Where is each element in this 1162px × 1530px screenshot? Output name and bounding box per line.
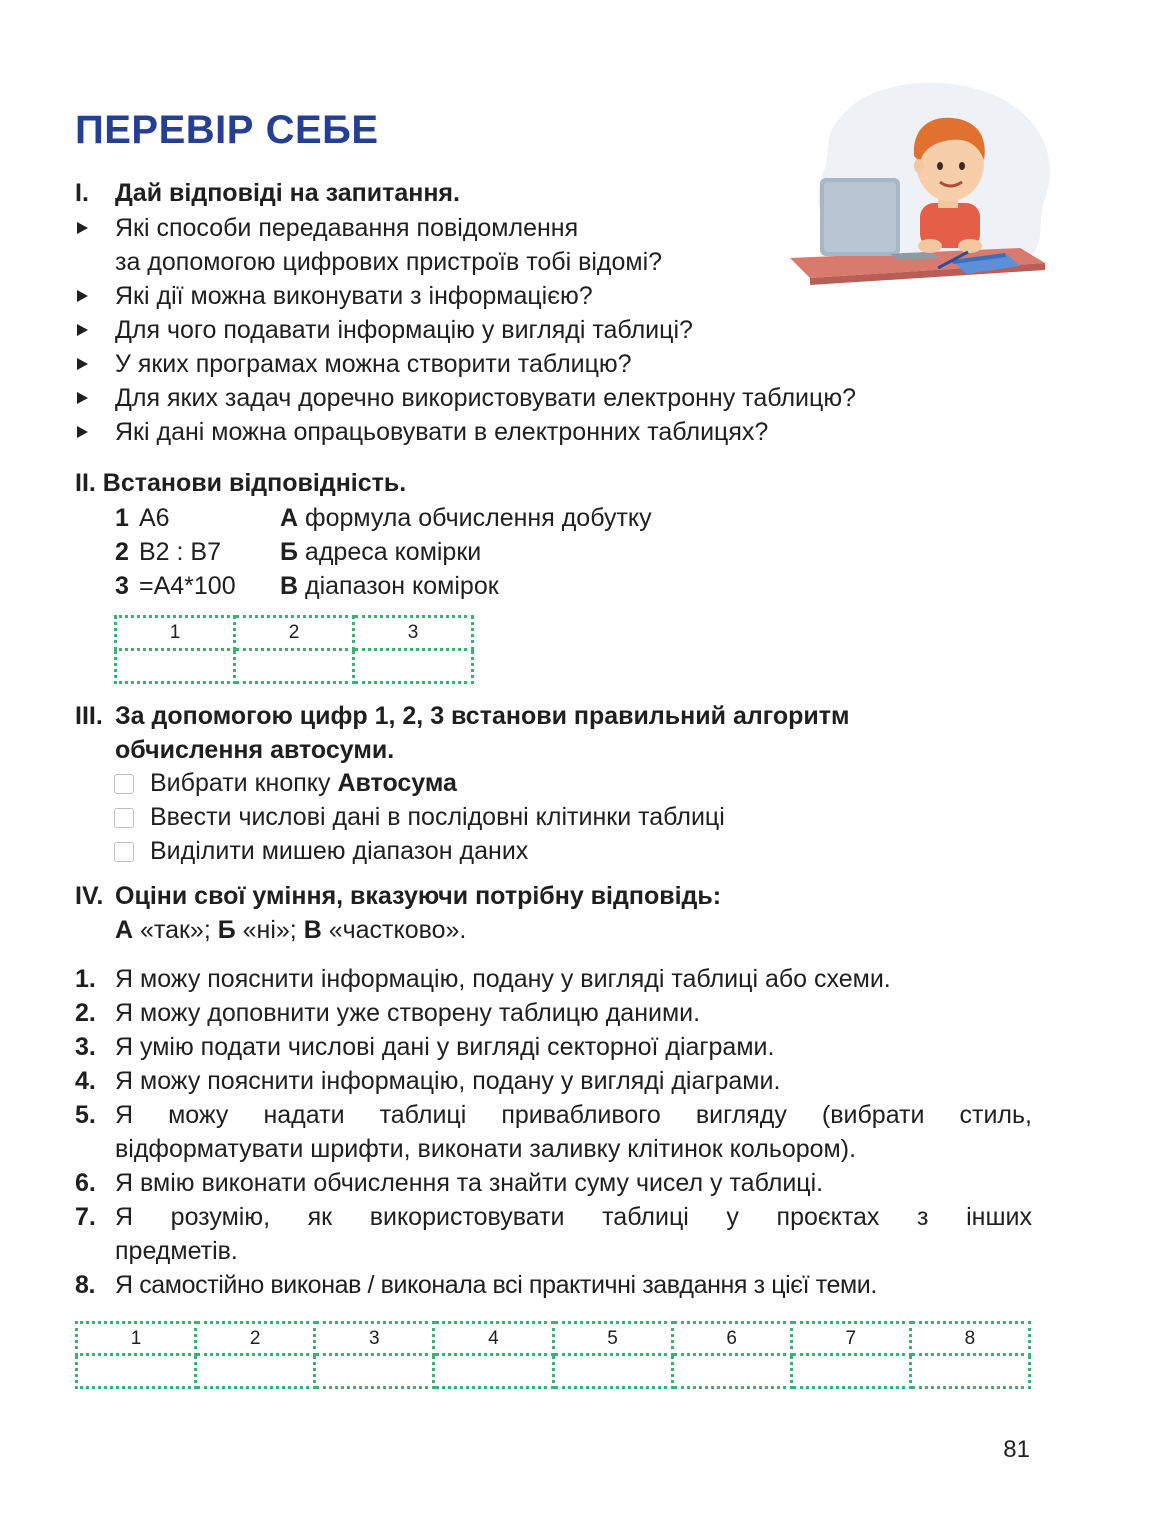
option-a-text: «так»; xyxy=(133,916,218,944)
triangle-bullet-icon xyxy=(77,324,88,336)
option-b-letter: Б xyxy=(217,916,236,944)
skill-item-4-num: 4. xyxy=(75,1067,96,1095)
skill-item-1-text: Я можу пояснити інформацію, подану у вигляді таблиці або схеми. xyxy=(115,965,891,993)
match-left-3 xyxy=(115,569,236,603)
skill-item-6-num: 6. xyxy=(75,1169,96,1197)
section-3-title-line1: За допомогою цифр 1, 2, 3 встанови правильний алгоритм xyxy=(115,702,850,730)
skill-item-8 xyxy=(75,1268,877,1302)
algorithm-step-3 xyxy=(114,834,528,868)
section-4-heading xyxy=(75,879,721,913)
question-1 xyxy=(75,211,578,245)
skill-item-3-text: Я умію подати числові дані у вигляді секторної діаграми. xyxy=(115,1033,775,1061)
step-1-checkbox[interactable] xyxy=(114,774,134,794)
skill-item-7-num: 7. xyxy=(75,1203,96,1231)
answer-header-3: 3 xyxy=(354,617,473,650)
boy-with-laptop-illustration xyxy=(780,78,1060,308)
option-c-letter: В xyxy=(303,916,322,944)
assessment-cell-5[interactable] xyxy=(553,1355,672,1388)
section-1-roman: I. xyxy=(75,179,89,207)
assessment-header-6: 6 xyxy=(672,1323,791,1355)
question-3 xyxy=(75,313,693,347)
match-left-2-text: В2 : В7 xyxy=(139,538,221,566)
section-3-roman: III. xyxy=(75,702,103,730)
skill-item-4 xyxy=(75,1064,780,1098)
match-right-c-letter: В xyxy=(280,572,299,600)
match-right-b xyxy=(280,535,481,569)
match-right-b-letter: Б xyxy=(280,538,298,566)
assessment-header-3: 3 xyxy=(315,1323,434,1355)
assessment-header-5: 5 xyxy=(553,1323,672,1355)
question-2-text: Які дії можна виконувати з інформацією? xyxy=(115,282,593,310)
match-right-a xyxy=(280,501,652,535)
algorithm-step-2 xyxy=(114,800,725,834)
section-4-title: Оціни свої уміння, вказуючи потрібну відповідь: xyxy=(115,882,722,910)
answer-header-1: 1 xyxy=(116,617,235,650)
triangle-bullet-icon xyxy=(77,358,88,370)
step-1-text: Вибрати кнопку xyxy=(150,769,338,797)
step-3-checkbox[interactable] xyxy=(114,842,134,862)
answer-cell-3[interactable] xyxy=(354,650,473,683)
step-2-text: Ввести числові дані в послідовні клітинки таблиці xyxy=(150,803,725,831)
match-left-3-num: 3 xyxy=(115,572,129,600)
option-c-text: «частково». xyxy=(321,916,467,944)
section-2-heading xyxy=(75,466,406,500)
match-right-b-text: адреса комірки xyxy=(304,538,482,566)
option-a-letter: А xyxy=(115,916,134,944)
question-1-line2: за допомогою цифрових пристроїв тобі відомі? xyxy=(115,248,663,276)
option-b-text: «ні»; xyxy=(235,916,304,944)
assessment-cell-8[interactable] xyxy=(910,1355,1029,1388)
match-left-2 xyxy=(115,535,221,569)
assessment-cell-2[interactable] xyxy=(196,1355,315,1388)
question-6 xyxy=(75,415,768,449)
answer-cell-1[interactable] xyxy=(116,650,235,683)
section-1-heading xyxy=(75,176,460,210)
section-2-roman: II. xyxy=(75,469,96,497)
skill-item-7 xyxy=(75,1200,1032,1234)
match-left-1 xyxy=(115,501,170,535)
triangle-bullet-icon xyxy=(77,426,88,438)
section-3-heading xyxy=(75,699,849,733)
skill-item-6-text: Я вмію виконати обчислення та знайти суму чисел у таблиці. xyxy=(115,1169,824,1197)
skill-item-3 xyxy=(75,1030,774,1064)
assessment-cell-7[interactable] xyxy=(791,1355,910,1388)
match-left-1-num: 1 xyxy=(115,504,129,532)
answer-cell-2[interactable] xyxy=(235,650,354,683)
assessment-cell-3[interactable] xyxy=(315,1355,434,1388)
section-4-roman: IV. xyxy=(75,882,104,910)
question-1-line1: Які способи передавання повідомлення xyxy=(115,214,579,242)
triangle-bullet-icon xyxy=(77,392,88,404)
question-4 xyxy=(75,347,632,381)
match-left-2-num: 2 xyxy=(115,538,129,566)
matching-answer-table xyxy=(114,615,474,684)
step-3-text: Виділити мишею діапазон даних xyxy=(150,837,529,865)
section-2-title: Встанови відповідність. xyxy=(102,469,407,497)
triangle-bullet-icon xyxy=(77,290,88,302)
match-left-1-text: А6 xyxy=(139,504,170,532)
skill-item-8-text: Я самостійно виконав / виконала всі практичні завдання з цієї теми. xyxy=(115,1271,877,1299)
assessment-header-7: 7 xyxy=(791,1323,910,1355)
skill-item-1-num: 1. xyxy=(75,965,96,993)
skill-item-4-text: Я можу пояснити інформацію, подану у вигляді діаграми. xyxy=(115,1067,781,1095)
skill-item-5-num: 5. xyxy=(75,1101,96,1129)
assessment-header-4: 4 xyxy=(434,1323,553,1355)
skill-item-5-text: Я можу надати таблиці привабливого вигляду (вибрати стиль, xyxy=(115,1101,1032,1129)
skill-item-2-num: 2. xyxy=(75,999,96,1027)
question-5-text: Для яких задач доречно використовувати електронну таблицю? xyxy=(115,384,856,412)
skill-item-7-line2: предметів. xyxy=(115,1237,238,1265)
match-right-a-letter: А xyxy=(280,504,299,532)
question-2 xyxy=(75,279,593,313)
match-right-c-text: діапазон комірок xyxy=(305,572,499,600)
assessment-cell-6[interactable] xyxy=(672,1355,791,1388)
section-3-title-line2: обчислення автосуми. xyxy=(115,736,395,764)
self-assessment-table xyxy=(75,1321,1031,1389)
rating-options xyxy=(115,913,466,947)
assessment-header-1: 1 xyxy=(77,1323,196,1355)
assessment-cell-4[interactable] xyxy=(434,1355,553,1388)
step-2-checkbox[interactable] xyxy=(114,808,134,828)
match-right-a-text: формула обчислення добутку xyxy=(305,504,652,532)
page-number: 81 xyxy=(1003,1436,1030,1463)
skill-item-1 xyxy=(75,962,891,996)
skill-item-2-text: Я можу доповнити уже створену таблицю даними. xyxy=(115,999,701,1027)
algorithm-step-1 xyxy=(114,766,457,800)
match-right-c xyxy=(280,569,499,603)
skill-item-5-line2: відформатувати шрифти, виконати заливку клітинок кольором). xyxy=(115,1135,857,1163)
question-6-text: Які дані можна опрацьовувати в електронних таблицях? xyxy=(115,418,769,446)
skill-item-3-num: 3. xyxy=(75,1033,96,1061)
assessment-header-2: 2 xyxy=(196,1323,315,1355)
match-left-3-text: =А4*100 xyxy=(139,572,236,600)
assessment-header-8: 8 xyxy=(910,1323,1029,1355)
skill-item-6 xyxy=(75,1166,823,1200)
question-5 xyxy=(75,381,856,415)
question-3-text: Для чого подавати інформацію у вигляді таблиці? xyxy=(115,316,693,344)
skill-item-7-text: Я розумію, як використовувати таблиці у проєктах з інших xyxy=(115,1203,1032,1231)
question-4-text: У яких програмах можна створити таблицю? xyxy=(115,350,632,378)
triangle-bullet-icon xyxy=(77,222,88,234)
skill-item-8-num: 8. xyxy=(75,1271,96,1299)
skill-item-2 xyxy=(75,996,700,1030)
step-1-bold: Автосума xyxy=(337,769,457,797)
assessment-cell-1[interactable] xyxy=(77,1355,196,1388)
section-1-title: Дай відповіді на запитання. xyxy=(115,179,460,207)
answer-header-2: 2 xyxy=(235,617,354,650)
page-title: ПЕРЕВІР СЕБЕ xyxy=(75,108,379,152)
skill-item-5 xyxy=(75,1098,1032,1132)
